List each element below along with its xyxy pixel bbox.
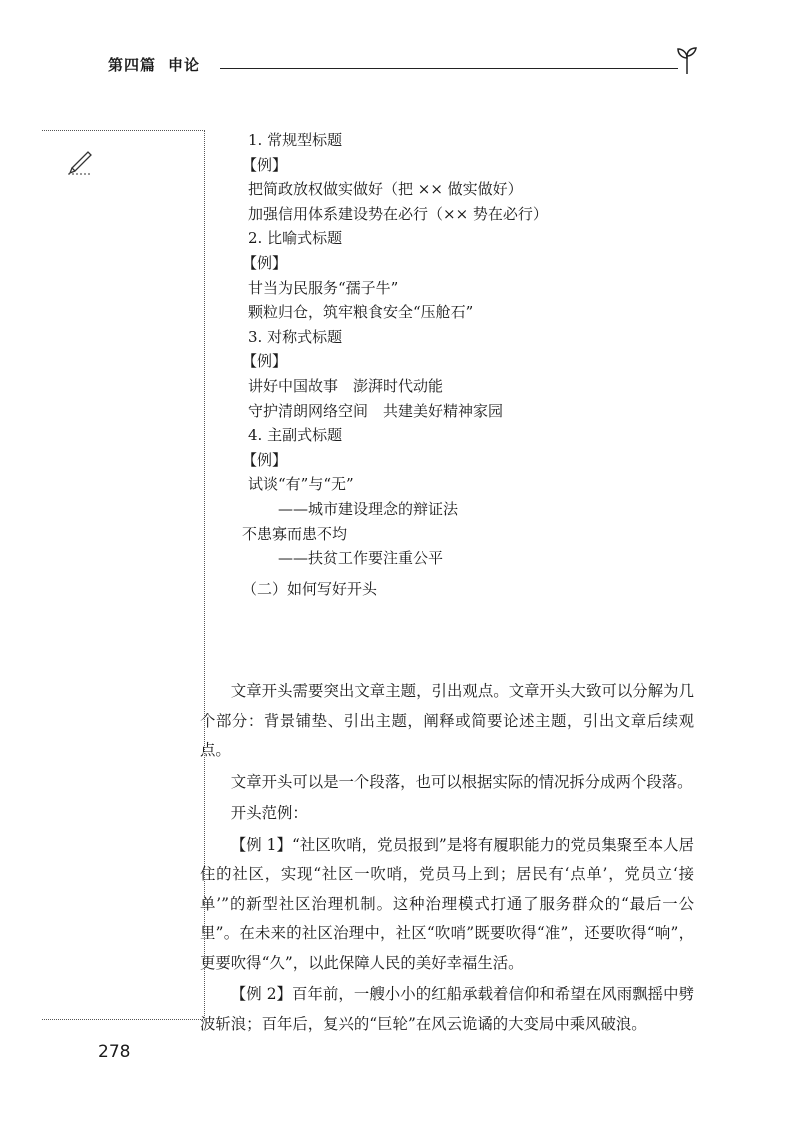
example-label: 【例】 [242,155,288,174]
title-type-heading: 3. 对称式标题 [248,327,343,346]
header-title [108,54,200,75]
page-number: 278 [98,1042,131,1062]
header-rule [220,68,678,69]
example-line: 不患寡而患不均 [242,524,348,543]
paragraph: 开头范例： [230,804,308,822]
paragraph: 文章开头可以是一个段落，也可以根据实际的情况拆分成两个段落。 [230,772,693,791]
page-header [108,48,708,76]
section-heading: （二）如何写好开头 [242,579,378,598]
header-subject: 申论 [168,56,201,74]
example-line: 把简政放权做实做好（把 ×× 做实做好） [248,180,523,199]
example-label: 【例】 [242,450,288,469]
title-type-heading: 4. 主副式标题 [248,426,343,445]
example-label: 【例】 [242,253,288,272]
example-line: 颗粒归仓，筑牢粮食安全“压舱石” [248,303,474,322]
paragraph: 文章开头需要突出文章主题，引出观点。文章开头大致可以分解为几个部分：背景铺垫、引出主题，阐释或简要论述主题，引出文章后续观点。 [200,682,694,759]
title-examples [242,128,694,601]
example-line: 试谈“有”与“无” [248,475,354,494]
header-part: 第四篇 [108,56,157,74]
example-label: 【例】 [242,352,288,371]
body-paragraphs [200,677,694,1039]
example-line: 讲好中国故事 澎湃时代动能 [248,376,444,395]
example-line: 加强信用体系建设势在必行（×× 势在必行） [248,204,548,223]
title-type-heading: 2. 比喻式标题 [248,229,343,248]
title-type-heading: 1. 常规型标题 [248,131,343,149]
sprout-icon [674,46,700,76]
pen-icon [66,146,96,176]
example-line: 守护清朗网络空间 共建美好精神家园 [248,401,504,420]
paragraph: 【例 1】“社区吹哨，党员报到”是将有履职能力的党员集聚至本人居住的社区，实现“社区一吹哨，党员马上到；居民有‘点单’，党员立‘接单’”的新型社区治理机制。这种治理模式打通了服务群众的“最后一公里”。在未来的社区治理中，社区“吹哨”既要吹得“准”，还要吹得“响”，更要吹得“久”，以此保障人民的美好幸福生活。 [200,835,694,972]
example-subtitle-line: ——扶贫工作要注重公平 [278,549,444,568]
example-subtitle-line: ——城市建设理念的辩证法 [278,499,459,518]
example-line: 甘当为民服务“孺子牛” [248,278,399,297]
paragraph: 【例 2】百年前，一艘小小的红船承载着信仰和希望在风雨飘摇中劈波斩浪；百年后，复兴的“巨轮”在风云诡谲的大变局中乘风破浪。 [200,985,694,1033]
notes-margin-box [42,130,205,1020]
